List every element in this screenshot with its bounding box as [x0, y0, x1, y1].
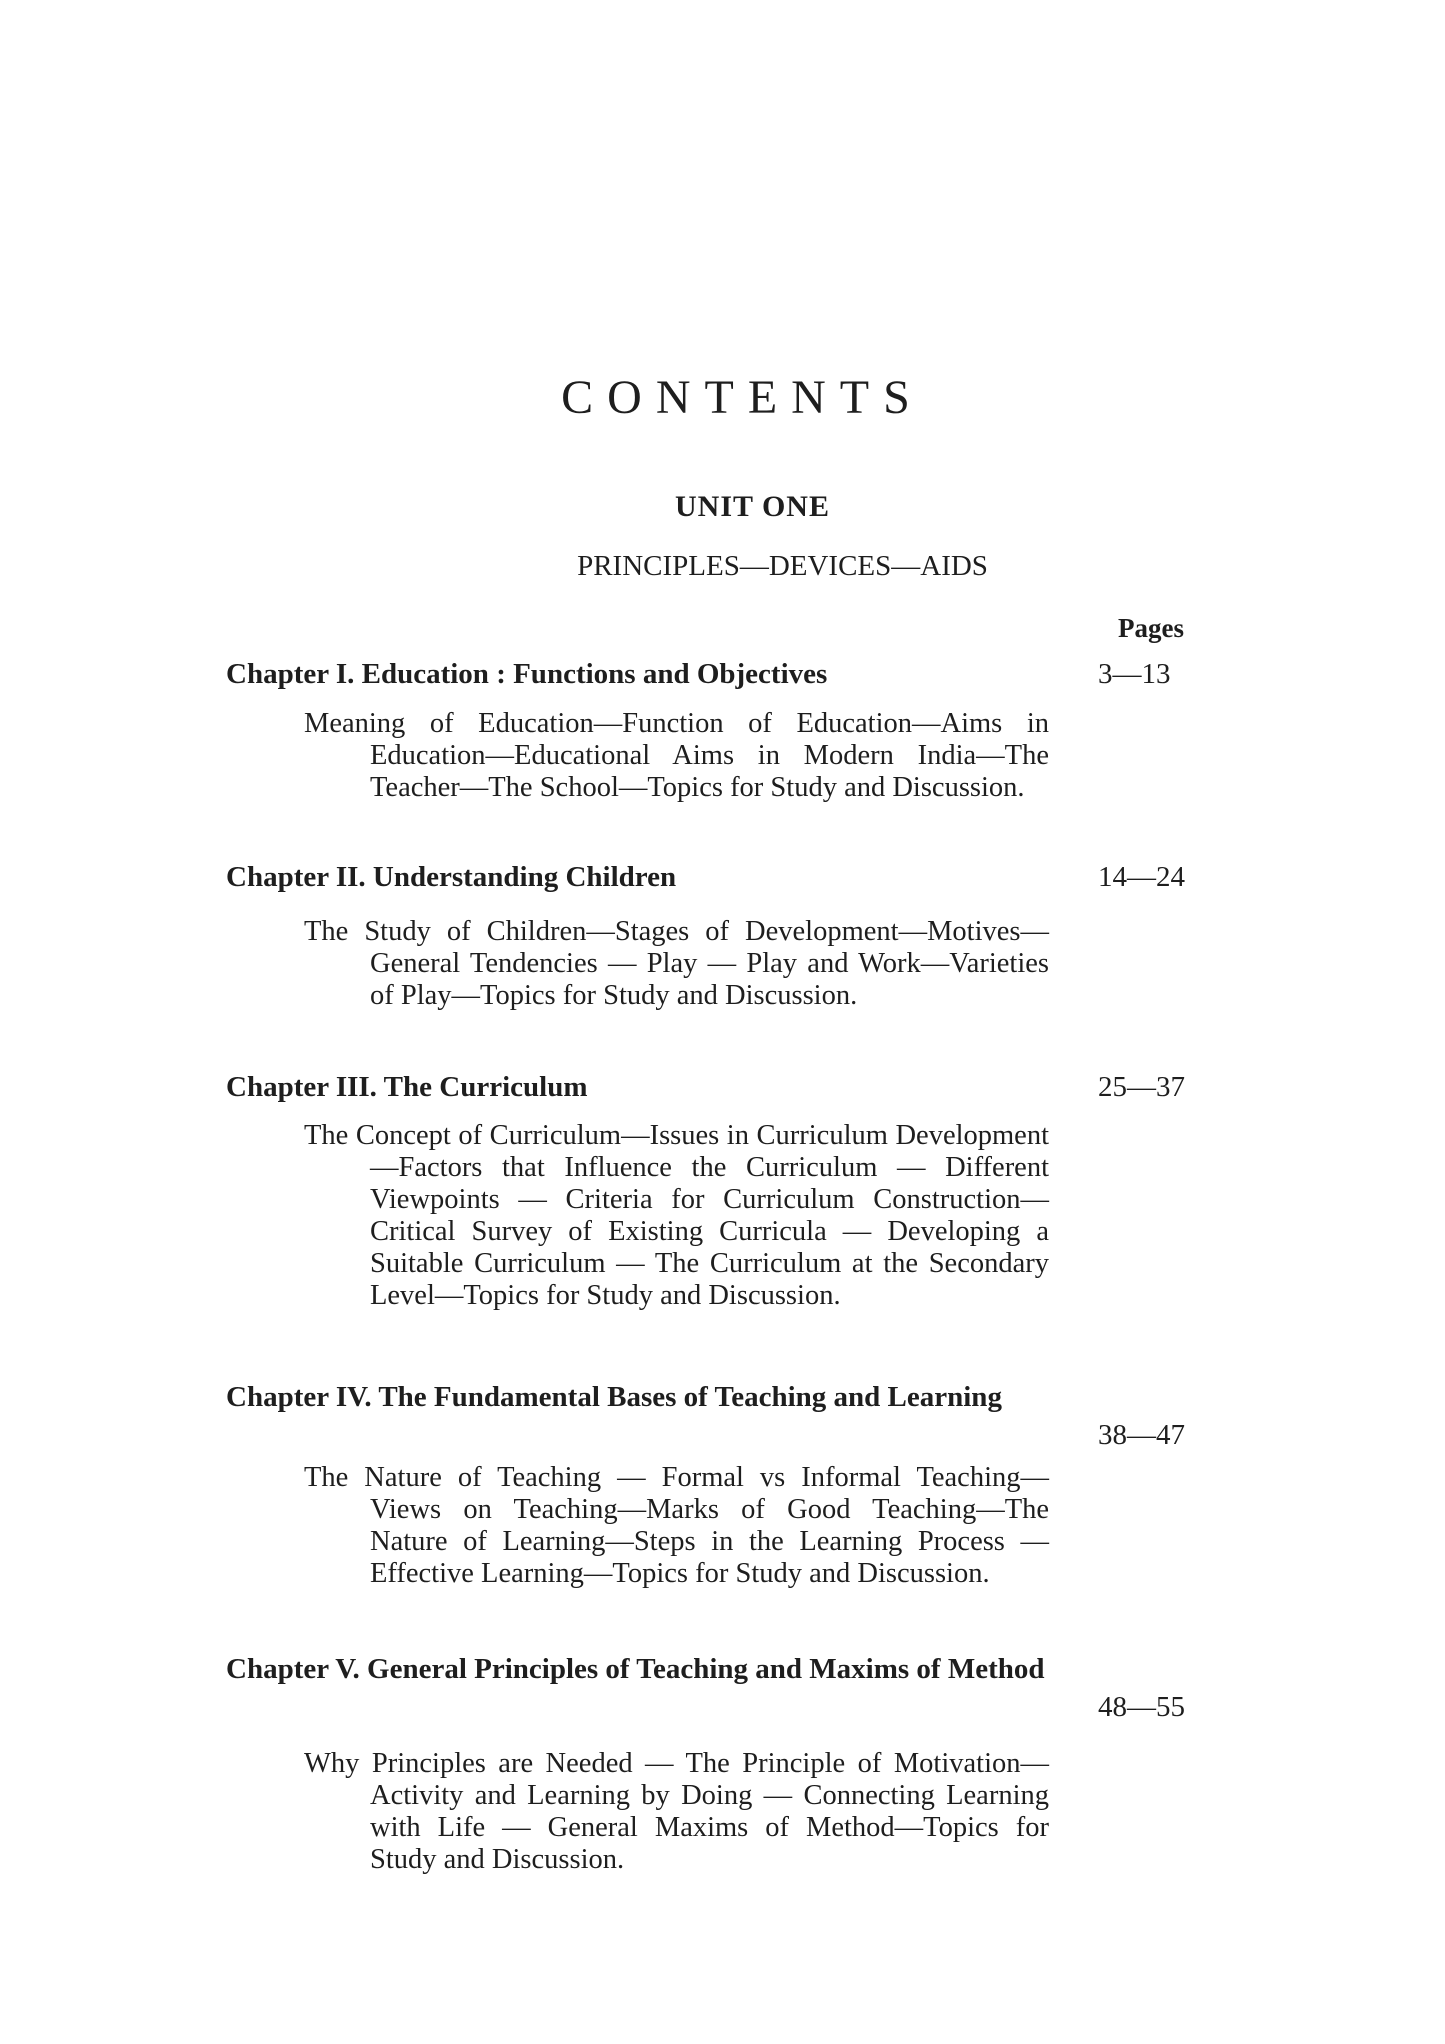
chapter-pages: 25—37 — [1098, 1071, 1185, 1103]
chapter-heading — [226, 1650, 1258, 1688]
chapter-description: The Concept of Curriculum—Issues in Curriculum Development—Factors that Influence the Curriculum — Different Viewpoints — Criteria for Curriculum Construction—Critical Survey of Existing Curricula — Developing a Suitable Curriculum — The Curriculum at the Secondary Level—Topics for Study and Discussion. — [304, 1120, 1049, 1311]
chapter-description: Why Principles are Needed — The Principle of Motivation—Activity and Learning by Doing — Connecting Learning with Life — General Maxims of Method—Topics for Study and Discussion. — [304, 1748, 1049, 1875]
chapter-number: Chapter IV. — [226, 1381, 372, 1413]
chapter-heading — [226, 1378, 1258, 1416]
chapter-title: Understanding Children — [372, 861, 677, 893]
chapter-heading — [226, 858, 1056, 896]
chapter-number: Chapter V. — [226, 1653, 360, 1685]
chapter-title: General Principles of Teaching and Maxims of Method — [367, 1653, 1045, 1685]
chapter-pages: 14—24 — [1098, 861, 1185, 893]
unit-title: UNIT ONE — [675, 490, 830, 523]
chapter-number: Chapter III. — [226, 1071, 377, 1103]
chapter-description: Meaning of Education—Function of Education—Aims in Education—Educational Aims in Modern India—The Teacher—The School—Topics for Study and Discussion. — [304, 708, 1049, 803]
chapter-title: Education : Functions and Objectives — [361, 658, 828, 690]
page-title: CONTENTS — [561, 371, 924, 424]
chapter-description: The Nature of Teaching — Formal vs Informal Teaching—Views on Teaching—Marks of Good Teaching—The Nature of Learning—Steps in the Learning Process — Effective Learning—Topics for Study and Discussion. — [304, 1462, 1049, 1589]
chapter-heading — [226, 1068, 1056, 1106]
chapter-pages: 3—13 — [1098, 658, 1171, 690]
unit-subtitle: PRINCIPLES—DEVICES—AIDS — [577, 550, 988, 582]
chapter-title: The Curriculum — [383, 1071, 588, 1103]
chapter-heading — [226, 655, 1056, 693]
chapter-pages: 38—47 — [1098, 1419, 1185, 1451]
chapter-title: The Fundamental Bases of Teaching and Learning — [378, 1381, 1002, 1413]
chapter-number: Chapter II. — [226, 861, 366, 893]
chapter-description: The Study of Children—Stages of Development—Motives—General Tendencies — Play — Play and Work—Varieties of Play—Topics for Study and Discussion. — [304, 916, 1049, 1011]
chapter-number: Chapter I. — [226, 658, 355, 690]
chapter-pages: 48—55 — [1098, 1691, 1185, 1723]
pages-column-header: Pages — [1118, 613, 1184, 643]
